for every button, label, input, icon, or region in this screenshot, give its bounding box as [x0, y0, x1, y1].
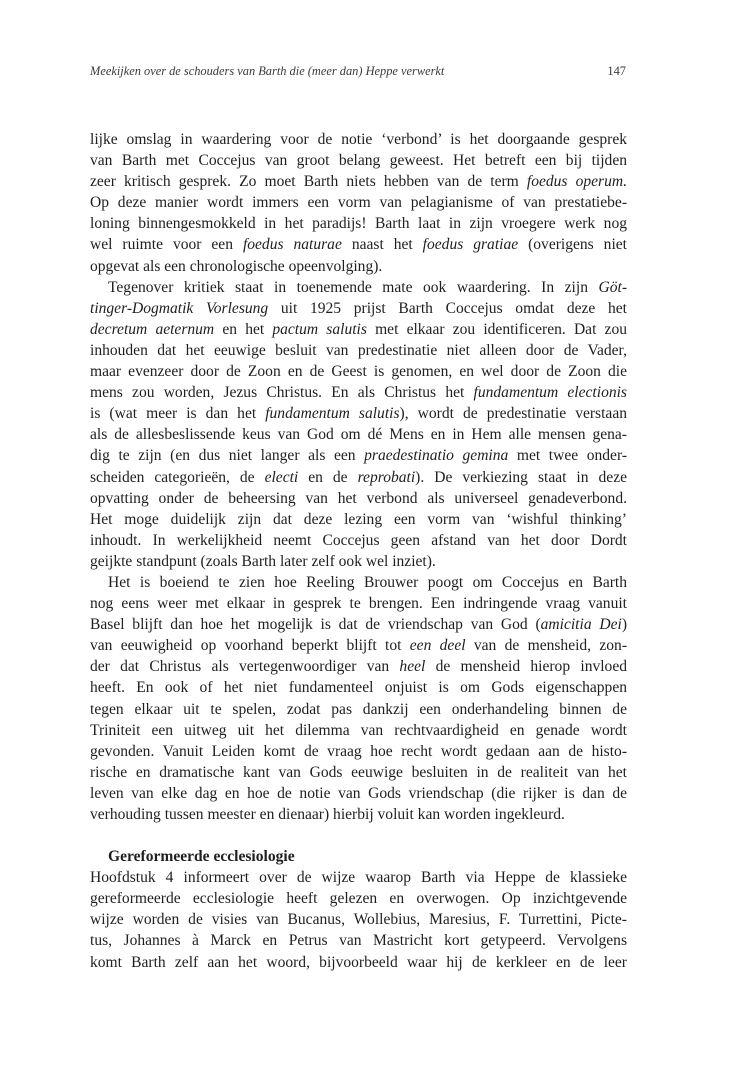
text-line: maar evenzeer door de Zoon en de Geest is genomen, en wel door de Zoon die: [90, 363, 627, 381]
running-head: [90, 64, 626, 79]
text-line: Basel blijft dan hoe het mogelijk is dat de vriendschap van God (amicitia Dei): [90, 616, 627, 634]
text-line: van eeuwigheid op voorhand beperkt blijft tot een deel van de mensheid, zon-: [90, 637, 628, 655]
text-line: opgevat als een chronologische opeenvolging).: [90, 257, 383, 275]
text-line: heeft. En ook of het niet fundamenteel onjuist is om Gods eigenschappen: [90, 679, 627, 697]
running-head-title: Meekijken over de schouders van Barth die (meer dan) Heppe verwerkt: [90, 64, 445, 78]
text-line: inhoudt. In werkelijkheid neemt Coccejus geen afstand van het door Dordt: [90, 531, 627, 549]
paragraph-block: [90, 867, 627, 972]
text-line: rische en dramatische kant van Gods eeuwige besluiten in de realiteit van het: [90, 763, 627, 781]
text-line: zeer kritisch gesprek. Zo moet Barth niets hebben van de term foedus operum.: [90, 173, 627, 191]
text-line: verhouding tussen meester en dienaar) hierbij voluit kan worden ingekleurd.: [90, 806, 565, 823]
page-number: 147: [607, 64, 626, 78]
text-line: dig te zijn (en dus niet langer als een praedestinatio gemina met twee onder-: [90, 447, 627, 465]
text-line: Tegenover kritiek staat in toenemende mate ook waardering. In zijn Göt-: [108, 278, 627, 296]
text-line: als de allesbeslissende keus van God om dé Mens en in Hem alle mensen gena-: [90, 426, 627, 444]
text-line: van Barth met Coccejus van groot belang geweest. Het betreft een bij tijden: [90, 152, 627, 170]
text-line: opvatting onder de beheersing van het verbond als universeel genadeverbond.: [90, 489, 627, 507]
text-line: tus, Johannes à Marck en Petrus van Mastricht kort getypeerd. Vervolgens: [90, 932, 627, 950]
text-line: scheiden categorieën, de electi en de reprobati). De verkiezing staat in deze: [90, 468, 627, 486]
text-line: gereformeerde ecclesiologie heeft gelezen en overwogen. Op inzichtgevende: [90, 890, 627, 908]
text-line: Op deze manier wordt immers een vorm van pelagianisme of van prestatiebe-: [90, 194, 627, 212]
text-line: der dat Christus als vertegenwoordiger van heel de mensheid hierop invloed: [90, 658, 628, 676]
text-line: nog eens weer met elkaar in gesprek te brengen. Een indringende vraag vanuit: [90, 595, 627, 613]
text-line: komt Barth zelf aan het woord, bijvoorbeeld waar hij de kerkleer en de leer: [90, 953, 627, 971]
text-line: lijke omslag in waardering voor de notie ‘verbond’ is het doorgaande gesprek: [90, 131, 627, 148]
text-line: Het is boeiend te zien hoe Reeling Brouwer poogt om Coccejus en Barth: [108, 573, 627, 591]
text-line: Hoofdstuk 4 informeert over de wijze waarop Barth via Heppe de klassieke: [90, 869, 627, 887]
text-line: wel ruimte voor een foedus naturae naast het foedus gratiae (overigens niet: [90, 236, 627, 254]
text-line: Het moge duidelijk zijn dat deze lezing een vorm van ‘wishful thinking’: [90, 510, 627, 528]
text-line: inhouden dat het eeuwige besluit van predestinatie niet alleen door de Vader,: [90, 341, 627, 359]
text-line: mens zou worden, Jezus Christus. En als Christus het fundamentum electionis: [90, 384, 627, 402]
text-line: wijze worden de visies van Bucanus, Wollebius, Maresius, F. Turrettini, Picte-: [90, 911, 627, 929]
text-line: leven van elke dag en hoe de notie van Gods vriendschap (die rijker is dan de: [90, 784, 627, 802]
text-line: tinger-Dogmatik Vorlesung uit 1925 prijst Barth Coccejus omdat deze het: [90, 299, 627, 317]
text-line: Triniteit een uitweg uit het dilemma van rechtvaardigheid en genade wordt: [90, 721, 627, 739]
text-line: geijkte standpunt (zoals Barth later zelf ook wel inziet).: [90, 552, 436, 570]
text-line: is (wat meer is dan het fundamentum salutis), wordt de predestinatie verstaan: [90, 405, 627, 423]
text-line: decretum aeternum en het pactum salutis met elkaar zou identificeren. Dat zou: [90, 320, 628, 338]
body-text: [90, 129, 627, 973]
text-line: loning binnengesmokkeld in het paradijs! Barth laat in zijn vroegere werk nog: [90, 215, 627, 233]
text-line: tegen elkaar uit te spelen, zodat pas dankzij een onderhandeling binnen de: [90, 700, 627, 718]
paragraph-block: [90, 129, 627, 825]
text-line: gevonden. Vanuit Leiden komt de vraag hoe recht wordt gedaan aan de histo-: [90, 742, 627, 760]
section-heading: Gereformeerde ecclesiologie: [108, 848, 295, 866]
